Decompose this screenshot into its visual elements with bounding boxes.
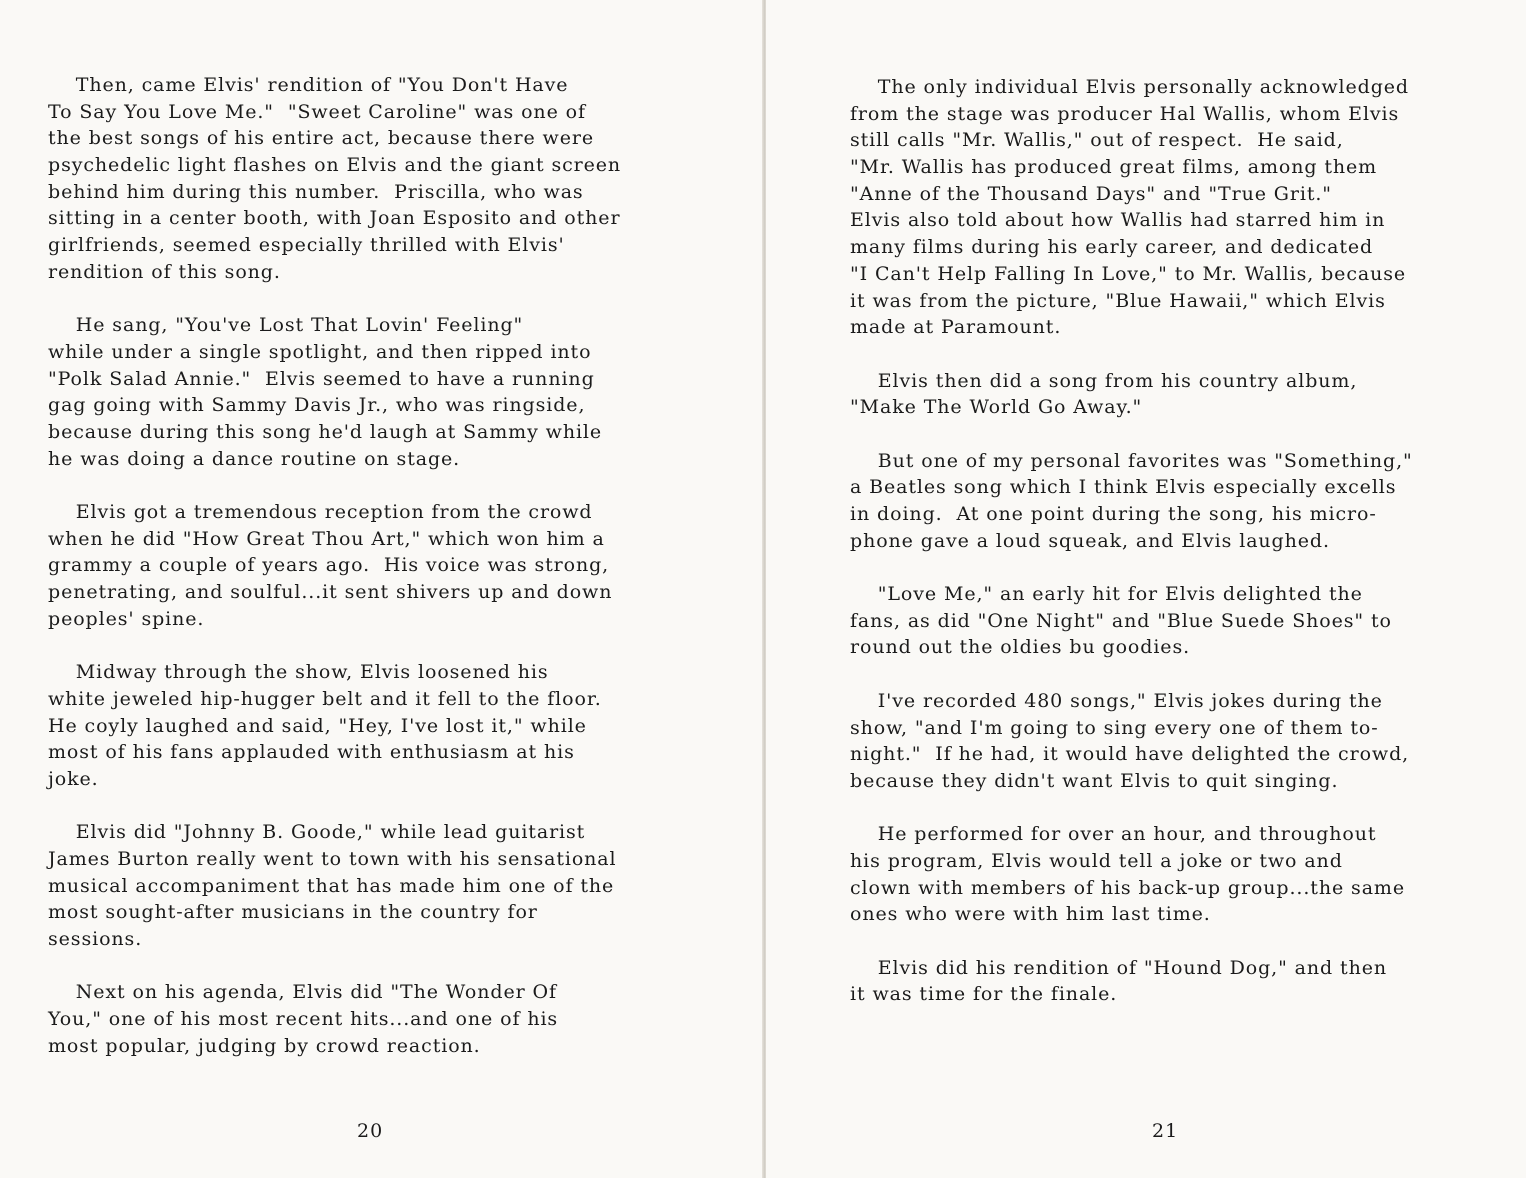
text-line: fans, as did "One Night" and "Blue Suede Shoes" to	[850, 609, 1392, 632]
text-line: in doing. At one point during the song, his micro-	[850, 503, 1377, 525]
text-line: penetrating, and soulful...it sent shivers up and down	[48, 581, 613, 604]
paragraph	[850, 74, 1413, 341]
text-line: "I Can't Help Falling In Love," to Mr. Wallis, because	[850, 262, 1407, 285]
text-line: But one of my personal favorites was "Something,"	[850, 449, 1413, 472]
text-line: because they didn't want Elvis to quit singing.	[850, 769, 1339, 792]
page-number-left: 20	[357, 1120, 384, 1142]
text-line: He performed for over an hour, and throughout	[850, 823, 1377, 846]
text-line: Midway through the show, Elvis loosened his	[48, 661, 549, 684]
text-line: most of his fans applauded with enthusiasm at his	[48, 741, 575, 764]
text-line: The only individual Elvis personally acknowledged	[850, 76, 1409, 98]
text-line: a Beatles song which I think Elvis especially excells	[850, 476, 1397, 499]
text-line: show, "and I'm going to sing every one of them to-	[850, 716, 1379, 739]
text-line: "Make The World Go Away."	[850, 396, 1143, 419]
text-line: ones who were with him last time.	[850, 903, 1211, 926]
right-page	[766, 0, 1526, 1178]
text-line: Then, came Elvis' rendition of "You Don't Have	[48, 74, 569, 96]
text-line: sitting in a center booth, with Joan Esposito and other	[48, 207, 621, 230]
text-line: white jeweled hip-hugger belt and it fell to the floor.	[48, 687, 602, 710]
text-line: I've recorded 480 songs," Elvis jokes during the	[850, 689, 1383, 712]
text-line: most popular, judging by crowd reaction.	[48, 1034, 481, 1057]
left-page-text	[48, 72, 621, 1086]
text-line: He sang, "You've Lost That Lovin' Feeling"	[48, 314, 524, 337]
text-line: round out the oldies bu goodies.	[850, 636, 1191, 659]
text-line: peoples' spine.	[48, 607, 205, 630]
text-line: he was doing a dance routine on stage.	[48, 447, 461, 470]
text-line: made at Paramount.	[850, 316, 1062, 339]
text-line: You," one of his most recent hits...and one of his	[48, 1008, 559, 1031]
text-line: it was time for the finale.	[850, 983, 1118, 1006]
text-line: when he did "How Great Thou Art," which won him a	[48, 527, 605, 550]
paragraph	[48, 979, 621, 1059]
text-line: He coyly laughed and said, "Hey, I've lost it," while	[48, 714, 587, 737]
text-line: psychedelic light flashes on Elvis and the giant screen	[48, 154, 622, 177]
text-line: Elvis also told about how Wallis had starred him in	[850, 209, 1386, 232]
text-line: phone gave a loud squeak, and Elvis laughed.	[850, 529, 1330, 552]
text-line: sessions.	[48, 928, 143, 950]
text-line: his program, Elvis would tell a joke or two and	[850, 849, 1343, 872]
text-line: because during this song he'd laugh at Sammy while	[48, 420, 603, 443]
text-line: girlfriends, seemed especially thrilled with Elvis'	[48, 234, 565, 257]
text-line: gag going with Sammy Davis Jr., who was ringside,	[48, 394, 586, 417]
text-line: behind him during this number. Priscilla, who was	[48, 180, 584, 203]
text-line: while under a single spotlight, and then ripped into	[48, 340, 592, 363]
page-number-right: 21	[1152, 1120, 1179, 1142]
text-line: Elvis got a tremendous reception from the crowd	[48, 501, 593, 523]
paragraph	[850, 448, 1413, 555]
text-line: Elvis did his rendition of "Hound Dog," and then	[850, 956, 1387, 979]
text-line: the best songs of his entire act, because there were	[48, 127, 594, 150]
paragraph	[48, 312, 621, 472]
paragraph	[850, 581, 1413, 661]
text-line: most sought-after musicians in the country for	[48, 901, 538, 924]
text-line: Elvis did "Johnny B. Goode," while lead guitarist	[48, 821, 586, 844]
text-line: night." If he had, it would have delighted the crowd,	[850, 743, 1410, 766]
text-line: it was from the picture, "Blue Hawaii," which Elvis	[850, 289, 1386, 312]
text-line: clown with members of his back-up group...the same	[850, 876, 1405, 899]
paragraph	[48, 819, 621, 952]
text-line: joke.	[48, 767, 99, 790]
text-line: "Mr. Wallis has produced great films, among them	[850, 156, 1378, 179]
text-line: To Say You Love Me." "Sweet Caroline" was one of	[48, 100, 586, 123]
text-line: still calls "Mr. Wallis," out of respect. He said,	[850, 129, 1344, 152]
text-line: grammy a couple of years ago. His voice was strong,	[48, 554, 610, 577]
text-line: Elvis then did a song from his country album,	[850, 369, 1358, 392]
text-line: musical accompaniment that has made him one of the	[48, 874, 615, 897]
paragraph	[850, 821, 1413, 928]
text-line: from the stage was producer Hal Wallis, whom Elvis	[850, 102, 1400, 125]
paragraph	[850, 688, 1413, 795]
right-page-text	[850, 74, 1413, 1035]
text-line: rendition of this song.	[48, 260, 281, 283]
paragraph	[850, 955, 1413, 1008]
text-line: James Burton really went to town with his sensational	[48, 847, 617, 870]
text-line: "Polk Salad Annie." Elvis seemed to have a running	[48, 367, 595, 390]
paragraph	[48, 659, 621, 792]
paragraph	[850, 368, 1413, 421]
paragraph	[48, 72, 621, 286]
text-line: "Anne of the Thousand Days" and "True Grit."	[850, 182, 1332, 205]
text-line: "Love Me," an early hit for Elvis delighted the	[850, 583, 1363, 606]
paragraph	[48, 499, 621, 632]
text-line: Next on his agenda, Elvis did "The Wonder Of	[48, 981, 557, 1004]
text-line: many films during his early career, and dedicated	[850, 236, 1374, 259]
